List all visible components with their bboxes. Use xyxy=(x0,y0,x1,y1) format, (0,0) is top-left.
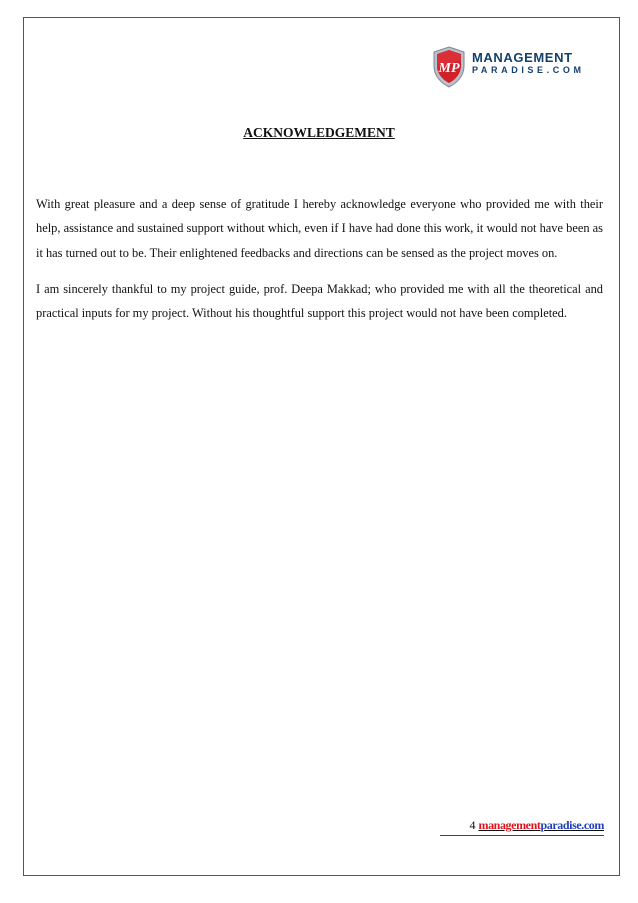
body-text xyxy=(36,192,603,337)
page-border xyxy=(23,17,620,876)
logo-line2: PARADISE.COM xyxy=(472,65,585,75)
page-heading: ACKNOWLEDGEMENT xyxy=(243,125,395,140)
page-number: 4 xyxy=(469,818,476,832)
shield-logo-icon xyxy=(432,46,466,88)
management-paradise-logo xyxy=(432,44,607,94)
page-footer xyxy=(440,818,604,836)
paragraph-1: With great pleasure and a deep sense of gratitude I hereby acknowledge everyone who provided me with their help, assistance and sustained support without which, even if I have had done this work, it would not have been as it has turned out to be. Their enlightened feedbacks and directions can be sensed as the project moves on. xyxy=(36,197,603,260)
logo-line1: MANAGEMENT xyxy=(472,50,573,65)
logo-text xyxy=(472,51,585,75)
shield-letters: MP xyxy=(438,61,460,76)
paragraph-2: I am sincerely thankful to my project guide, prof. Deepa Makkad; who provided me with all the theoretical and practical inputs for my project. Without his thoughtful support this project would not have been completed. xyxy=(36,281,603,321)
footer-site-part2: paradise.com xyxy=(540,818,604,832)
footer-site-link[interactable] xyxy=(478,818,604,832)
footer-site-part1: management xyxy=(478,818,541,832)
